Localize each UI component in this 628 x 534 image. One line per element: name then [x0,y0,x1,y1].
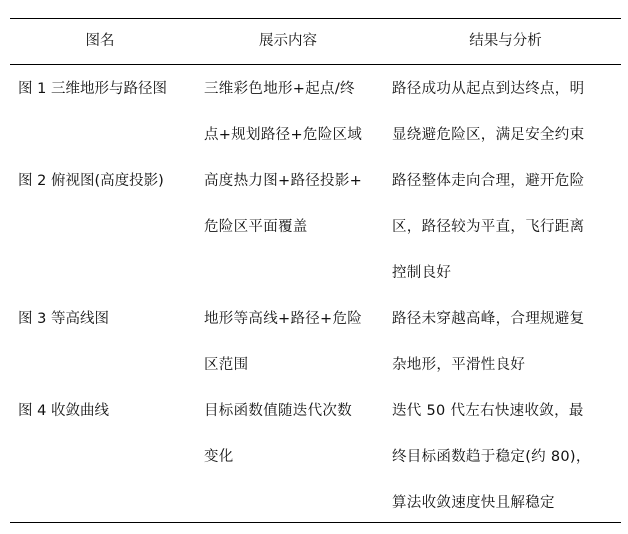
analysis-line: 迭代 50 代左右快速收敛，最 [392,403,584,419]
content-line: 危险区平面覆盖 [204,219,308,235]
analysis-cell [392,388,618,526]
analysis-cell [392,158,618,296]
table-top-rule [10,18,621,19]
table-header-rule [10,64,621,65]
analysis-cell [392,66,618,158]
figure-name-cell: 图 3 等高线图 [18,311,109,327]
content-cell [204,66,380,158]
figure-name-cell: 图 1 三维地形与路径图 [18,81,167,97]
table-bottom-rule [10,522,621,523]
content-cell [204,296,380,388]
content-line: 区范围 [204,357,249,373]
analysis-line: 算法收敛速度快且解稳定 [392,495,555,511]
analysis-cell [392,296,618,388]
content-line: 三维彩色地形+起点/终 [204,81,355,97]
content-cell [204,158,380,250]
header-analysis: 结果与分析 [469,33,542,49]
analysis-line: 显绕避危险区，满足安全约束 [392,127,585,143]
content-cell [204,388,380,480]
header-content: 展示内容 [259,33,317,49]
content-line: 目标函数值随迭代次数 [204,403,352,419]
analysis-line: 终目标函数趋于稳定(约 80)， [392,449,591,465]
figure-name-cell: 图 4 收敛曲线 [18,403,109,419]
header-figure-name: 图名 [85,33,115,49]
content-line: 地形等高线+路径+危险 [204,311,363,327]
content-line: 点+规划路径+危险区域 [204,127,363,143]
analysis-line: 控制良好 [392,265,452,281]
analysis-line: 路径整体走向合理，避开危险 [392,173,585,189]
analysis-line: 路径未穿越高峰，合理规避复 [392,311,585,327]
figure-name-cell: 图 2 俯视图(高度投影) [18,173,164,189]
analysis-line: 杂地形，平滑性良好 [392,357,526,373]
content-line: 高度热力图+路径投影+ [204,173,363,189]
analysis-line: 路径成功从起点到达终点，明 [392,81,585,97]
analysis-line: 区，路径较为平直，飞行距离 [392,219,585,235]
content-line: 变化 [204,449,234,465]
